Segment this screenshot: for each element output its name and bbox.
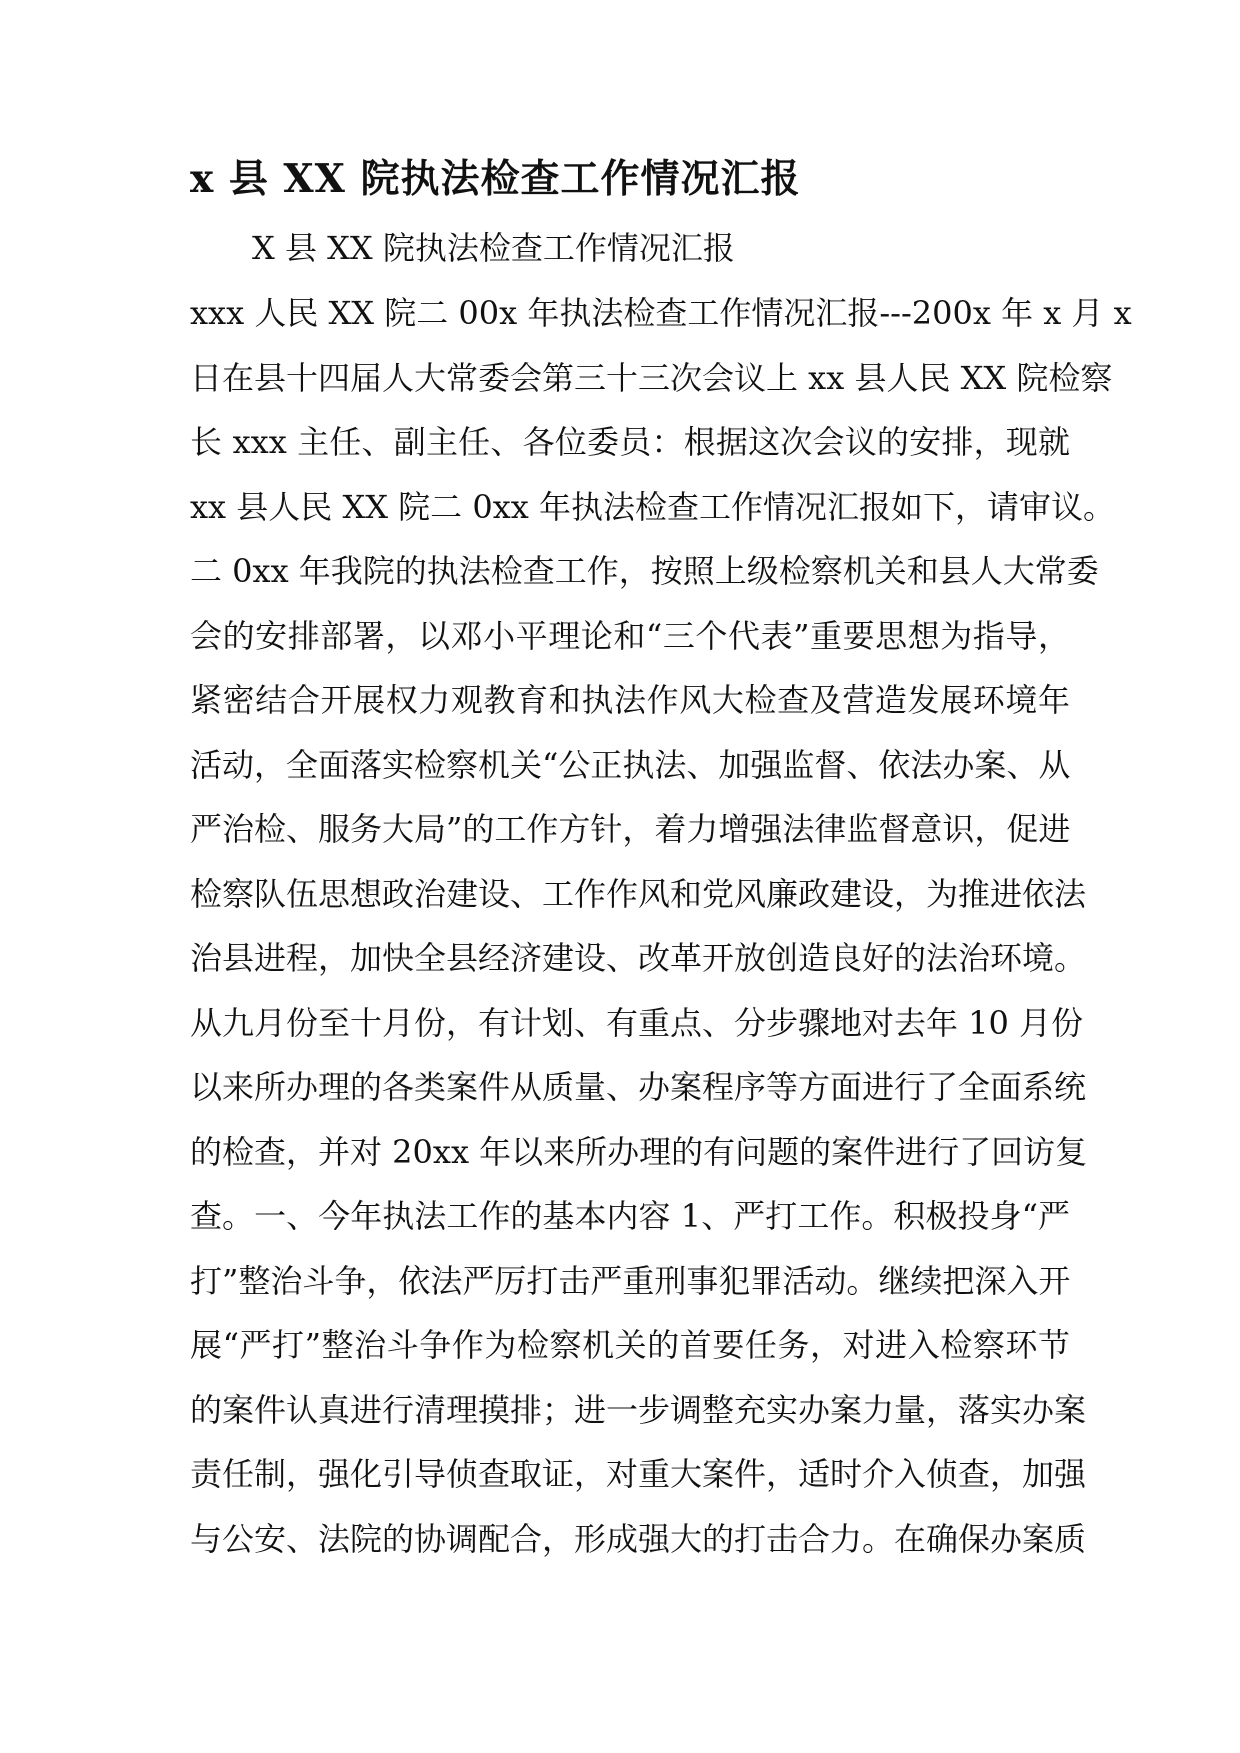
document-title: x 县 XX 院执法检查工作情况汇报 xyxy=(190,156,801,202)
document-body xyxy=(190,286,1132,1576)
body-line-3: 长 xxx 主任、副主任、各位委员：根据这次会议的安排，现就 xyxy=(190,423,1070,461)
body-line-6: 会的安排部署，以邓小平理论和“三个代表”重要思想为指导， xyxy=(190,616,1070,655)
body-line-15: 查。一、今年执法工作的基本内容 1、严打工作。积极投身“严 xyxy=(190,1197,1070,1235)
body-line-11: 治县进程，加快全县经济建设、改革开放创造良好的法治环境。 xyxy=(190,939,1087,977)
body-line-14: 的检查，并对 20xx 年以来所办理的有问题的案件进行了回访复 xyxy=(190,1132,1088,1171)
body-line-12: 从九月份至十月份，有计划、有重点、分步骤地对去年 10 月份 xyxy=(190,1003,1084,1042)
body-line-20: 与公安、法院的协调配合，形成强大的打击合力。在确保办案质 xyxy=(190,1519,1087,1558)
body-line-9: 严治检、服务大局”的工作方针，着力增强法律监督意识，促进 xyxy=(190,810,1071,848)
body-line-4: xx 县人民 XX 院二 0xx 年执法检查工作情况汇报如下，请审议。 xyxy=(190,487,1115,526)
body-line-19: 责任制，强化引导侦查取证，对重大案件，适时介入侦查，加强 xyxy=(190,1455,1087,1493)
body-line-10: 检察队伍思想政治建设、工作作风和党风廉政建设，为推进依法 xyxy=(190,874,1087,913)
body-line-18: 的案件认真进行清理摸排；进一步调整充实办案力量，落实办案 xyxy=(190,1390,1087,1429)
body-line-1: xxx 人民 XX 院二 00x 年执法检查工作情况汇报---200x 年 x 月 x xyxy=(190,294,1132,332)
body-line-17: 展“严打”整治斗争作为检察机关的首要任务，对进入检察环节 xyxy=(190,1326,1070,1364)
document-subtitle: X 县 XX 院执法检查工作情况汇报 xyxy=(252,229,735,267)
body-line-5: 二 0xx 年我院的执法检查工作，按照上级检察机关和县人大常委 xyxy=(190,552,1099,590)
body-line-16: 打”整治斗争，依法严厉打击严重刑事犯罪活动。继续把深入开 xyxy=(190,1261,1071,1300)
body-line-8: 活动，全面落实检察机关“公正执法、加强监督、依法办案、从 xyxy=(190,745,1071,784)
body-line-7: 紧密结合开展权力观教育和执法作风大检查及营造发展环境年 xyxy=(190,681,1070,719)
body-line-2: 日在县十四届人大常委会第三十三次会议上 xx 县人民 XX 院检察 xyxy=(190,358,1113,397)
body-line-13: 以来所办理的各类案件从质量、办案程序等方面进行了全面系统 xyxy=(190,1068,1087,1106)
